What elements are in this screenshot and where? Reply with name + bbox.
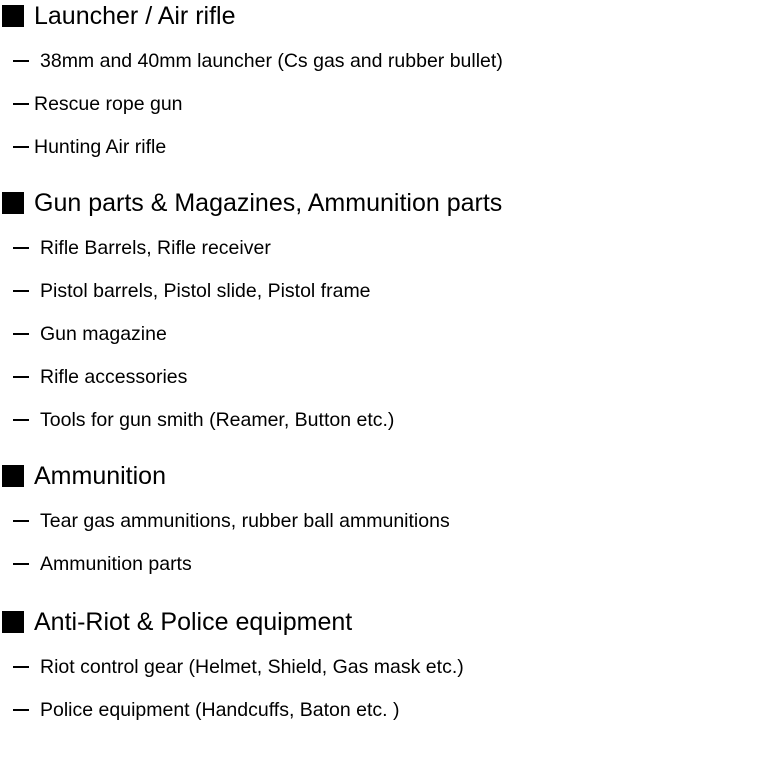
dash-bullet-icon <box>13 666 29 668</box>
dash-bullet-icon <box>13 290 29 292</box>
list-item <box>0 235 271 261</box>
list-item <box>0 134 166 160</box>
list-item-text: Rifle Barrels, Rifle receiver <box>40 237 271 259</box>
list-item <box>0 654 464 680</box>
dash-bullet-icon <box>13 146 29 148</box>
list-item <box>0 278 371 304</box>
dash-bullet-icon <box>13 520 29 522</box>
section-heading-launcher <box>0 0 236 32</box>
dash-bullet-icon <box>13 333 29 335</box>
list-item <box>0 91 183 117</box>
dash-bullet-icon <box>13 563 29 565</box>
section-heading-anti-riot <box>0 606 352 638</box>
square-bullet-icon <box>2 465 24 487</box>
list-item-text: Rescue rope gun <box>34 93 183 115</box>
list-item <box>0 364 187 390</box>
list-item <box>0 48 503 74</box>
list-item-text: Pistol barrels, Pistol slide, Pistol frame <box>40 280 371 302</box>
section-heading-text: Launcher / Air rifle <box>34 2 236 30</box>
dash-bullet-icon <box>13 103 29 105</box>
list-item-text: Riot control gear (Helmet, Shield, Gas mask etc.) <box>40 656 464 678</box>
square-bullet-icon <box>2 192 24 214</box>
list-item <box>0 508 450 534</box>
section-heading-gun-parts <box>0 187 502 219</box>
list-item-text: Tear gas ammunitions, rubber ball ammunitions <box>40 510 450 532</box>
dash-bullet-icon <box>13 247 29 249</box>
square-bullet-icon <box>2 611 24 633</box>
list-item <box>0 697 400 723</box>
section-heading-ammunition <box>0 460 166 492</box>
dash-bullet-icon <box>13 376 29 378</box>
dash-bullet-icon <box>13 709 29 711</box>
list-item-text: Rifle accessories <box>40 366 188 388</box>
section-heading-text: Anti-Riot & Police equipment <box>34 608 353 636</box>
dash-bullet-icon <box>13 419 29 421</box>
list-item <box>0 551 192 577</box>
list-item-text: Gun magazine <box>40 323 167 345</box>
section-heading-text: Gun parts & Magazines, Ammunition parts <box>34 189 503 217</box>
square-bullet-icon <box>2 5 24 27</box>
list-item <box>0 407 394 433</box>
dash-bullet-icon <box>13 60 29 62</box>
list-item-text: Police equipment (Handcuffs, Baton etc. ) <box>40 699 400 721</box>
list-item <box>0 321 167 347</box>
list-item-text: Tools for gun smith (Reamer, Button etc.) <box>40 409 395 431</box>
list-item-text: Hunting Air rifle <box>34 136 167 158</box>
list-item-text: 38mm and 40mm launcher (Cs gas and rubber bullet) <box>40 50 503 72</box>
section-heading-text: Ammunition <box>34 462 166 490</box>
list-item-text: Ammunition parts <box>40 553 192 575</box>
